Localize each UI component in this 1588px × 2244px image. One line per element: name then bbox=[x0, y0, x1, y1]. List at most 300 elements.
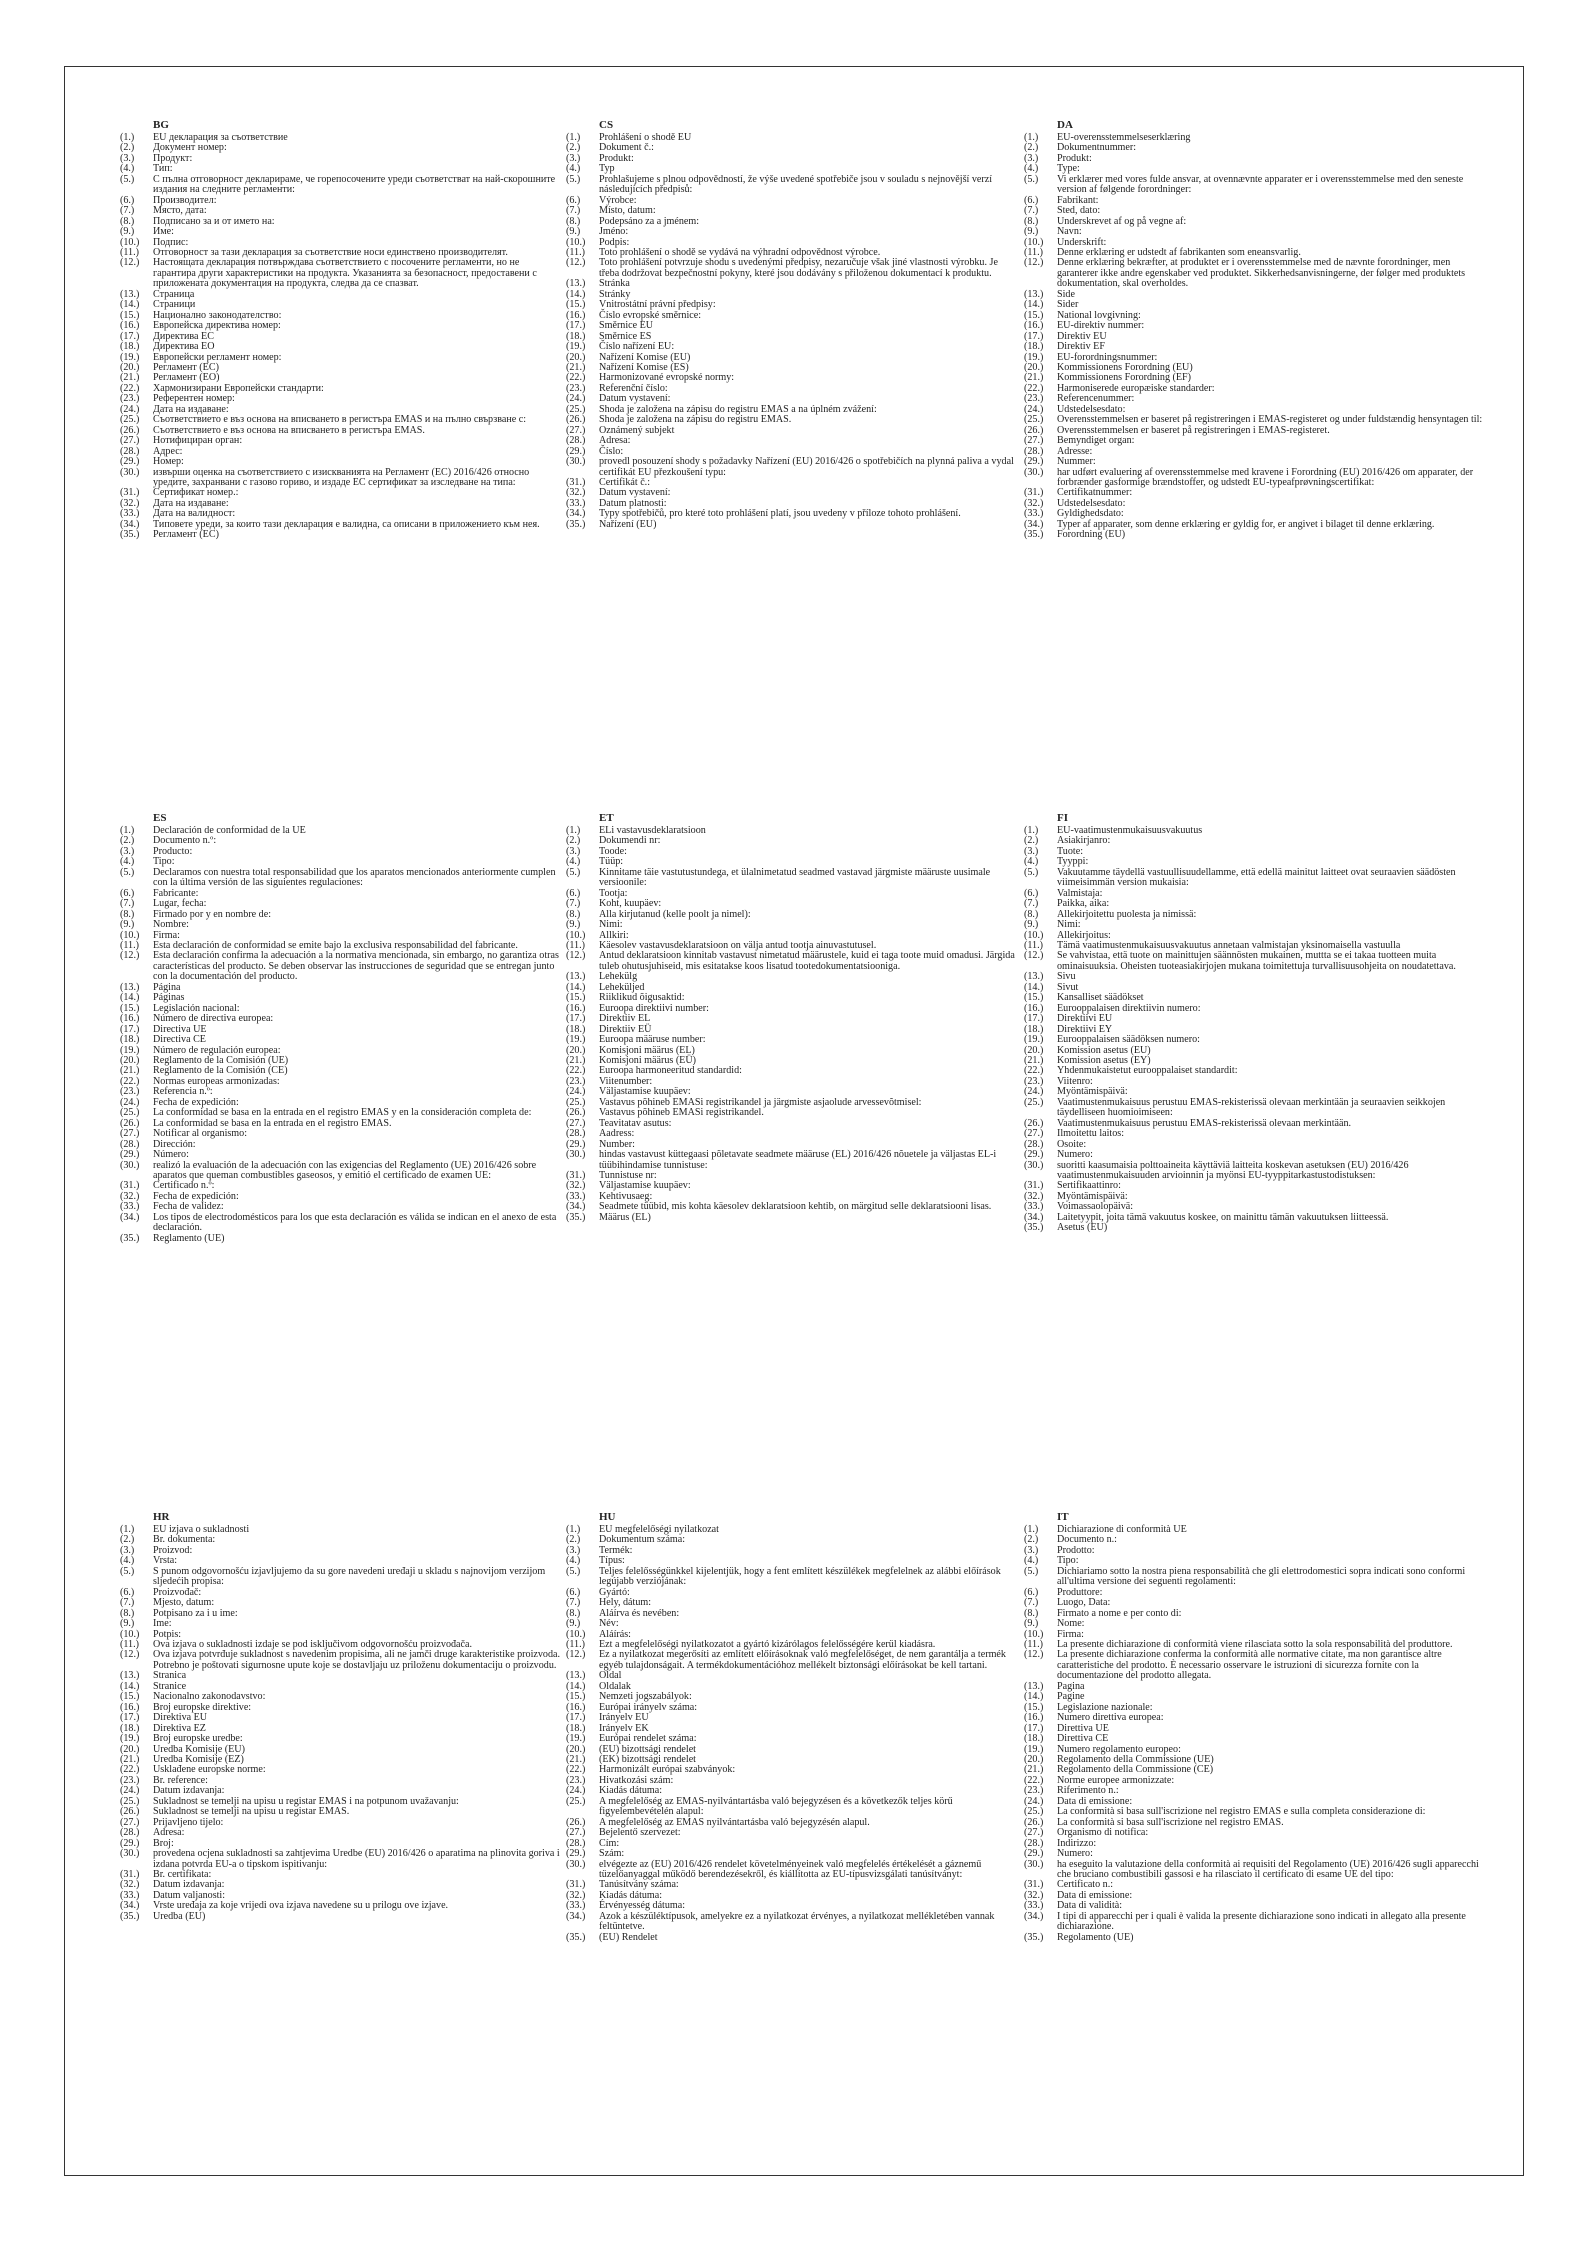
declaration-item bbox=[566, 520, 1016, 530]
item-number: (19.) bbox=[1024, 351, 1044, 363]
item-number: (32.) bbox=[566, 1889, 586, 1901]
item-number: (11.) bbox=[120, 939, 139, 951]
item-number: (27.) bbox=[120, 435, 140, 447]
item-text: Los tipos de electrodomésticos para los que esta declaración es válida se indican en el anexo de esta declaración. bbox=[153, 1211, 557, 1234]
declaration-item bbox=[566, 1671, 1016, 1681]
item-text: Kiadás dátuma: bbox=[599, 1889, 663, 1901]
item-number: (24.) bbox=[1024, 403, 1044, 415]
item-number: (14.) bbox=[566, 288, 586, 300]
item-text: Leheküljed bbox=[599, 981, 645, 993]
item-number: (24.) bbox=[566, 1785, 586, 1797]
language-code: BG bbox=[153, 119, 169, 131]
item-number: (6.) bbox=[120, 194, 135, 206]
item-number: (31.) bbox=[566, 476, 586, 488]
item-number: (3.) bbox=[120, 845, 135, 857]
item-text: Číslo evropské směrnice: bbox=[599, 309, 702, 321]
declaration-item bbox=[1024, 847, 1484, 857]
item-text: Kiadás dátuma: bbox=[599, 1785, 663, 1797]
item-number: (10.) bbox=[1024, 929, 1044, 941]
item-number: (26.) bbox=[120, 424, 140, 436]
language-section-hr bbox=[120, 1512, 560, 1922]
item-number: (18.) bbox=[566, 330, 586, 342]
item-text: Kommissionens Forordning (EU) bbox=[1057, 361, 1193, 373]
item-text: Firma: bbox=[1057, 1628, 1084, 1640]
item-text: EU izjava o sukladnosti bbox=[153, 1524, 250, 1535]
item-number: (32.) bbox=[1024, 1190, 1044, 1202]
item-number: (18.) bbox=[1024, 1733, 1044, 1745]
item-text: Declaramos con nuestra total responsabilidad que los aparatos mencionados anteriormente cumplen con la última versión de las siguientes regulaciones: bbox=[153, 866, 556, 889]
item-text: Euroopa harmoneeritud standardid: bbox=[599, 1065, 742, 1077]
item-number: (7.) bbox=[1024, 205, 1039, 217]
item-number: (34.) bbox=[1024, 1910, 1044, 1922]
item-number: (26.) bbox=[1024, 1117, 1044, 1129]
item-text: La presente dichiarazione conferma la conformità alle normative citate, ma non garantisce altre caratteristiche del prodotto. È necessario osservare le istruzioni di sicurezza fornite con la documentazione del prodotto allegata. bbox=[1057, 1649, 1442, 1682]
item-text: Komission asetus (EY) bbox=[1057, 1054, 1151, 1066]
item-text: Datum izdavanja: bbox=[153, 1879, 225, 1891]
item-number: (33.) bbox=[566, 1900, 586, 1912]
item-number: (27.) bbox=[1024, 1827, 1044, 1839]
item-text: Típus: bbox=[599, 1555, 625, 1567]
item-text: Fabricante: bbox=[153, 887, 199, 899]
item-number: (11.) bbox=[566, 246, 585, 258]
item-number: (11.) bbox=[566, 1638, 585, 1650]
item-number: (2.) bbox=[120, 1534, 135, 1546]
item-number: (15.) bbox=[566, 299, 586, 311]
item-text: Harmonizált európai szabványok: bbox=[599, 1764, 736, 1776]
declaration-item bbox=[1024, 154, 1484, 164]
item-number: (11.) bbox=[1024, 246, 1043, 258]
declaration-item bbox=[1024, 1734, 1484, 1744]
item-text: Declaración de conformidad de la UE bbox=[153, 825, 306, 836]
item-text: Kansalliset säädökset bbox=[1057, 992, 1144, 1004]
item-number: (21.) bbox=[1024, 372, 1044, 384]
item-text: Firma: bbox=[153, 929, 180, 941]
item-number: (9.) bbox=[566, 919, 581, 931]
item-number: (31.) bbox=[120, 487, 140, 499]
item-number: (32.) bbox=[1024, 497, 1044, 509]
declaration-item bbox=[566, 1912, 1016, 1933]
item-text: Vastavus põhineb EMASi registrikandel. bbox=[599, 1107, 764, 1119]
item-number: (24.) bbox=[1024, 1086, 1044, 1098]
language-code: IT bbox=[1057, 1511, 1069, 1523]
item-text: Produkt: bbox=[1057, 152, 1092, 164]
item-number: (9.) bbox=[1024, 226, 1039, 238]
item-number: (10.) bbox=[1024, 236, 1044, 248]
declaration-item bbox=[566, 342, 1016, 352]
item-number: (14.) bbox=[1024, 1691, 1044, 1703]
declaration-item bbox=[566, 1035, 1016, 1045]
declaration-item bbox=[1024, 1609, 1484, 1619]
item-number: (10.) bbox=[1024, 1628, 1044, 1640]
item-number: (16.) bbox=[120, 1013, 140, 1025]
item-number: (30.) bbox=[1024, 1858, 1044, 1870]
item-text: Stranica bbox=[153, 1670, 187, 1682]
item-text: Número de regulación europea: bbox=[153, 1044, 281, 1056]
item-text: Дата на издаване: bbox=[153, 403, 229, 415]
item-text: Подписано за и от името на: bbox=[153, 215, 275, 227]
item-number: (22.) bbox=[566, 1764, 586, 1776]
item-text: Referencia n.º: bbox=[153, 1086, 213, 1098]
item-number: (7.) bbox=[120, 205, 135, 217]
item-number: (5.) bbox=[1024, 1565, 1039, 1577]
item-text: Reglamento de la Comisión (UE) bbox=[153, 1054, 289, 1066]
item-number: (25.) bbox=[120, 1795, 140, 1807]
item-text: Número de directiva europea: bbox=[153, 1013, 274, 1025]
item-number: (20.) bbox=[1024, 1044, 1044, 1056]
item-number: (28.) bbox=[120, 1827, 140, 1839]
item-text: Nemzeti jogszabályok: bbox=[599, 1691, 692, 1703]
item-text: Jméno: bbox=[599, 226, 629, 238]
item-number: (14.) bbox=[1024, 299, 1044, 311]
item-text: Firmato a nome e per conto di: bbox=[1057, 1607, 1182, 1619]
item-text: Regolamento della Commissione (CE) bbox=[1057, 1764, 1214, 1776]
item-text: Съответствието е въз основа на вписването в регистъра EMAS и на пълно свързване с: bbox=[153, 414, 527, 426]
declaration-item bbox=[120, 1912, 560, 1922]
item-number: (35.) bbox=[566, 1931, 586, 1943]
item-number: (18.) bbox=[120, 1722, 140, 1734]
item-number: (35.) bbox=[120, 1232, 140, 1244]
item-text: Číslo: bbox=[599, 445, 624, 457]
item-number: (19.) bbox=[120, 1044, 140, 1056]
item-text: EU megfelelőségi nyilatkozat bbox=[599, 1524, 719, 1535]
item-number: (10.) bbox=[120, 236, 140, 248]
item-text: Direttiva UE bbox=[1057, 1722, 1109, 1734]
item-number: (8.) bbox=[566, 215, 581, 227]
item-text: Sivu bbox=[1057, 971, 1076, 983]
declaration-item bbox=[120, 1671, 560, 1681]
item-number: (27.) bbox=[566, 1827, 586, 1839]
item-text: Legislazione nazionale: bbox=[1057, 1701, 1153, 1713]
item-number: (27.) bbox=[120, 1128, 140, 1140]
declaration-item bbox=[120, 1234, 560, 1244]
item-number: (18.) bbox=[120, 341, 140, 353]
item-number: (29.) bbox=[120, 1149, 140, 1161]
declaration-item bbox=[120, 154, 560, 164]
declaration-item bbox=[120, 1818, 560, 1828]
declaration-item bbox=[1024, 1912, 1484, 1933]
declaration-item bbox=[566, 457, 1016, 478]
item-text: Navn: bbox=[1057, 226, 1082, 238]
item-text: Regolamento (UE) bbox=[1057, 1931, 1134, 1943]
item-text: Direktiivi EU bbox=[1057, 1013, 1113, 1025]
item-text: Referenční číslo: bbox=[599, 382, 668, 394]
item-text: Reglamento (UE) bbox=[153, 1232, 225, 1244]
item-number: (30.) bbox=[1024, 466, 1044, 478]
item-number: (15.) bbox=[566, 992, 586, 1004]
item-text: Ez a nyilatkozat megerősíti az említett előírásoknak való megfelelőséget, de nem garantálja a termék egyéb tulajdonságait. A termékdokumentációhoz mellékelt biztonsági előírásokat be kell tartani. bbox=[599, 1649, 1006, 1671]
declaration-item bbox=[1024, 1567, 1484, 1588]
declaration-item bbox=[1024, 1619, 1484, 1629]
item-text: Datum valjanosti: bbox=[153, 1889, 226, 1901]
item-text: Bejelentő szervezet: bbox=[599, 1827, 681, 1839]
item-text: Komisjoni määrus (EÜ) bbox=[599, 1054, 696, 1066]
item-number: (29.) bbox=[566, 445, 586, 457]
item-number: (34.) bbox=[1024, 518, 1044, 530]
item-number: (23.) bbox=[120, 393, 140, 405]
item-text: Адрес: bbox=[153, 445, 183, 457]
item-text: Number: bbox=[599, 1138, 635, 1150]
item-number: (34.) bbox=[566, 1201, 586, 1213]
item-number: (7.) bbox=[120, 1597, 135, 1609]
item-text: EU-forordningsnummer: bbox=[1057, 351, 1158, 363]
item-text: Azok a készüléktípusok, amelyekre ez a nyilatkozat érvényes, a nyilatkozat mellékletében vannak feltüntetve. bbox=[599, 1910, 995, 1933]
item-text: Производител: bbox=[153, 194, 217, 206]
item-number: (8.) bbox=[566, 1607, 581, 1619]
item-text: Dokumentnummer: bbox=[1057, 142, 1137, 154]
item-text: Nome: bbox=[1057, 1618, 1085, 1630]
item-number: (5.) bbox=[566, 866, 581, 878]
item-number: (4.) bbox=[566, 856, 581, 868]
item-text: Proizvođač: bbox=[153, 1586, 202, 1598]
item-number: (18.) bbox=[566, 1023, 586, 1035]
item-text: Allkiri: bbox=[599, 929, 629, 941]
item-text: Ilmoitettu laitos: bbox=[1057, 1128, 1125, 1140]
declaration-item bbox=[566, 1609, 1016, 1619]
item-number: (35.) bbox=[120, 1910, 140, 1922]
item-number: (20.) bbox=[1024, 361, 1044, 373]
item-text: Notificar al organismo: bbox=[153, 1128, 247, 1140]
item-text: Podpis: bbox=[599, 236, 630, 248]
item-number: (31.) bbox=[1024, 487, 1044, 499]
item-number: (32.) bbox=[120, 1190, 140, 1202]
declaration-item bbox=[566, 951, 1016, 972]
declaration-item bbox=[1024, 1860, 1484, 1881]
item-number: (19.) bbox=[566, 341, 586, 353]
item-text: Data di validità: bbox=[1057, 1900, 1123, 1912]
item-number: (31.) bbox=[1024, 1180, 1044, 1192]
item-number: (1.) bbox=[120, 1524, 135, 1535]
item-text: Bemyndiget organ: bbox=[1057, 435, 1135, 447]
declaration-item bbox=[566, 920, 1016, 930]
declaration-item bbox=[1024, 1682, 1484, 1692]
item-text: Datum izdavanja: bbox=[153, 1785, 225, 1797]
item-text: Väljastamise kuupäev: bbox=[599, 1086, 691, 1098]
item-text: Directiva UE bbox=[153, 1023, 207, 1035]
declaration-item bbox=[120, 175, 560, 196]
item-number: (30.) bbox=[566, 1858, 586, 1870]
item-text: Vi erklærer med vores fulde ansvar, at ovennævnte apparater er i overensstemmelse med den seneste version af følgende forordninger: bbox=[1057, 173, 1464, 196]
item-text: Stranice bbox=[153, 1680, 187, 1692]
item-number: (34.) bbox=[120, 518, 140, 530]
item-number: (13.) bbox=[120, 288, 140, 300]
item-number: (12.) bbox=[1024, 950, 1044, 962]
item-number: (13.) bbox=[566, 971, 586, 983]
item-number: (34.) bbox=[120, 1211, 140, 1223]
item-text: La conformidad se basa en la entrada en el registro EMAS. bbox=[153, 1117, 392, 1129]
item-number: (27.) bbox=[120, 1816, 140, 1828]
item-number: (29.) bbox=[1024, 1149, 1044, 1161]
item-text: Mjesto, datum: bbox=[153, 1597, 215, 1609]
item-number: (2.) bbox=[1024, 1534, 1039, 1546]
item-number: (11.) bbox=[120, 1638, 139, 1650]
item-number: (27.) bbox=[1024, 435, 1044, 447]
item-text: Nimi: bbox=[1057, 919, 1081, 931]
item-text: Gyldighedsdato: bbox=[1057, 508, 1124, 520]
item-text: I tipi di apparecchi per i quali è valida la presente dichiarazione sono indicati in allegato alla presente dichiarazione. bbox=[1057, 1910, 1466, 1933]
item-text: Direktiivi EY bbox=[1057, 1023, 1113, 1035]
declaration-item bbox=[120, 530, 560, 540]
item-text: Pagina bbox=[1057, 1680, 1085, 1692]
declaration-item bbox=[120, 983, 560, 993]
declaration-item bbox=[566, 1860, 1016, 1881]
item-text: Oznámený subjekt bbox=[599, 424, 675, 436]
declaration-item bbox=[1024, 951, 1484, 972]
item-text: Dokumendi nr: bbox=[599, 835, 661, 847]
item-text: Vaatimustenmukaisuus perustuu EMAS-rekisterissä olevaan merkintään. bbox=[1057, 1117, 1352, 1129]
language-section-et bbox=[566, 813, 1016, 1223]
item-text: Teavitatav asutus: bbox=[599, 1117, 672, 1129]
item-number: (5.) bbox=[566, 173, 581, 185]
declaration-item bbox=[120, 1650, 560, 1671]
item-text: Európai irányelv száma: bbox=[599, 1701, 698, 1713]
declaration-item bbox=[566, 868, 1016, 889]
item-text: Alla kirjutanud (kelle poolt ja nimel): bbox=[599, 908, 751, 920]
item-number: (20.) bbox=[566, 1044, 586, 1056]
item-number: (23.) bbox=[1024, 1075, 1044, 1087]
item-text: Sukladnost se temelji na upisu u registar EMAS i na potpunom uvažavanju: bbox=[153, 1795, 459, 1807]
item-text: Nacionalno zakonodavstvo: bbox=[153, 1691, 266, 1703]
item-number: (4.) bbox=[1024, 1555, 1039, 1567]
item-text: Laitetyypit, joita tämä vakuutus koskee, on mainittu tämän vakuutuksen liitteessä. bbox=[1057, 1211, 1389, 1223]
item-text: Име: bbox=[153, 226, 174, 238]
item-text: Reglamento de la Comisión (CE) bbox=[153, 1065, 288, 1077]
item-text: Dokument č.: bbox=[599, 142, 654, 154]
item-text: Nařízení Komise (EU) bbox=[599, 351, 691, 363]
item-number: (16.) bbox=[566, 1002, 586, 1014]
item-number: (22.) bbox=[120, 1764, 140, 1776]
item-text: Direktiiv EÜ bbox=[599, 1023, 652, 1035]
declaration-item bbox=[120, 1609, 560, 1619]
item-number: (2.) bbox=[1024, 835, 1039, 847]
declaration-item bbox=[1024, 258, 1484, 289]
declaration-item bbox=[120, 447, 560, 457]
item-text: Stránka bbox=[599, 278, 630, 290]
item-text: Firmado por y en nombre de: bbox=[153, 908, 272, 920]
item-number: (5.) bbox=[120, 1565, 135, 1577]
declaration-item bbox=[120, 1213, 560, 1234]
declaration-item bbox=[120, 1734, 560, 1744]
item-text: Európai rendelet száma: bbox=[599, 1733, 697, 1745]
item-text: Legislación nacional: bbox=[153, 1002, 240, 1014]
item-text: Hely, dátum: bbox=[599, 1597, 652, 1609]
item-text: Overensstemmelsen er baseret på registreringen i EMAS-registeret og under fuldstændig hensyntagen til: bbox=[1057, 414, 1483, 426]
item-text: Datum vystavení: bbox=[599, 393, 671, 405]
item-text: La conformità si basa sull'iscrizione nel registro EMAS e sulla completa considerazione di: bbox=[1057, 1806, 1426, 1818]
item-number: (33.) bbox=[1024, 508, 1044, 520]
item-number: (8.) bbox=[1024, 908, 1039, 920]
item-number: (5.) bbox=[1024, 173, 1039, 185]
item-text: Número: bbox=[153, 1149, 189, 1161]
item-text: Yhdenmukaistetut eurooppalaiset standardit: bbox=[1057, 1065, 1238, 1077]
item-text: Tootja: bbox=[599, 887, 628, 899]
item-text: Type: bbox=[1057, 163, 1080, 175]
item-text: realizó la evaluación de la adecuación con las exigencias del Reglamento (UE) 2016/426 sobre aparatos que queman combustibles gaseosos, y emitió el certificado de examen UE: bbox=[153, 1159, 537, 1181]
declaration-item bbox=[566, 227, 1016, 237]
item-text: Uredba (EU) bbox=[153, 1910, 206, 1922]
item-text: Br. reference: bbox=[153, 1774, 208, 1786]
declaration-item bbox=[120, 868, 560, 889]
item-number: (1.) bbox=[566, 825, 581, 836]
item-text: Data di emissione: bbox=[1057, 1889, 1133, 1901]
item-text: Underskrift: bbox=[1057, 236, 1107, 248]
item-number: (19.) bbox=[566, 1733, 586, 1745]
item-number: (7.) bbox=[566, 205, 581, 217]
item-number: (33.) bbox=[120, 1201, 140, 1213]
item-text: Teljes felelősségünkkel kijelentjük, hogy a fent említett készülékek megfelelnek az alábbi előírások legújabb verziójának: bbox=[599, 1565, 1001, 1588]
item-number: (19.) bbox=[566, 1034, 586, 1046]
declaration-item bbox=[120, 1849, 560, 1870]
language-section-hu bbox=[566, 1512, 1016, 1943]
item-number: (2.) bbox=[566, 835, 581, 847]
declaration-item bbox=[120, 1161, 560, 1182]
declaration-item bbox=[566, 258, 1016, 279]
item-number: (25.) bbox=[566, 403, 586, 415]
item-number: (17.) bbox=[566, 1712, 586, 1724]
item-number: (12.) bbox=[120, 257, 140, 269]
item-number: (33.) bbox=[1024, 1201, 1044, 1213]
item-text: Eurooppalaisen säädöksen numero: bbox=[1057, 1034, 1200, 1046]
item-text: Stránky bbox=[599, 288, 631, 300]
item-text: Szám: bbox=[599, 1848, 625, 1860]
item-text: Tuote: bbox=[1057, 845, 1083, 857]
item-number: (23.) bbox=[1024, 1785, 1044, 1797]
item-text: извърши оценка на съответствието с изискванията на Регламент (ЕС) 2016/426 относно уредите, захранвани с газово гориво, и издаде ЕС сертификат за изследване на типа: bbox=[153, 466, 530, 488]
language-section-da bbox=[1024, 120, 1484, 541]
item-number: (1.) bbox=[120, 132, 135, 143]
item-text: Asiakirjanro: bbox=[1057, 835, 1111, 847]
item-text: Tyyppi: bbox=[1057, 856, 1089, 868]
item-number: (1.) bbox=[1024, 825, 1039, 836]
item-number: (6.) bbox=[120, 1586, 135, 1598]
item-number: (28.) bbox=[566, 1128, 586, 1140]
item-text: Certificato n.: bbox=[1057, 1879, 1114, 1891]
item-number: (12.) bbox=[566, 1649, 586, 1661]
item-text: Página bbox=[153, 981, 181, 993]
item-number: (23.) bbox=[120, 1774, 140, 1786]
declaration-item bbox=[1024, 1129, 1484, 1139]
declaration-item bbox=[566, 217, 1016, 227]
item-text: Sertifikaattinro: bbox=[1057, 1180, 1121, 1192]
item-text: Nařízení (EU) bbox=[599, 518, 657, 530]
item-number: (26.) bbox=[566, 1816, 586, 1828]
item-text: Документ номер: bbox=[153, 142, 227, 154]
declaration-item bbox=[120, 1035, 560, 1045]
item-text: Direktiva EU bbox=[153, 1712, 208, 1724]
item-number: (13.) bbox=[120, 981, 140, 993]
item-text: Ova izjava o sukladnosti izdaje se pod isključivom odgovornošću proizvođača. bbox=[153, 1638, 472, 1650]
declaration-item bbox=[1024, 217, 1484, 227]
item-text: Norme europee armonizzate: bbox=[1057, 1774, 1175, 1786]
item-number: (28.) bbox=[1024, 1837, 1044, 1849]
item-text: Национално законодателство: bbox=[153, 309, 282, 321]
item-number: (34.) bbox=[566, 508, 586, 520]
item-text: Adresa: bbox=[153, 1827, 185, 1839]
item-text: provedl posouzení shody s požadavky Nařízení (EU) 2016/426 o spotřebičích na plynná paliva a vydal certifikát EU přezkoušení typu: bbox=[599, 456, 1014, 478]
item-text: Nummer: bbox=[1057, 456, 1096, 468]
item-text: Direktiiv EL bbox=[599, 1013, 651, 1025]
item-number: (1.) bbox=[1024, 1524, 1039, 1535]
item-text: Producto: bbox=[153, 845, 193, 857]
item-number: (7.) bbox=[120, 898, 135, 910]
item-text: Irányelv EK bbox=[599, 1722, 649, 1734]
item-text: Shoda je založena na zápisu do registru EMAS a na úplném zvážení: bbox=[599, 403, 877, 415]
declaration-item bbox=[1024, 1223, 1484, 1233]
declaration-item bbox=[120, 436, 560, 446]
item-text: Tipo: bbox=[1057, 1555, 1079, 1567]
item-text: Valmistaja: bbox=[1057, 887, 1103, 899]
item-number: (13.) bbox=[1024, 971, 1044, 983]
item-text: (EU) Rendelet bbox=[599, 1931, 658, 1943]
